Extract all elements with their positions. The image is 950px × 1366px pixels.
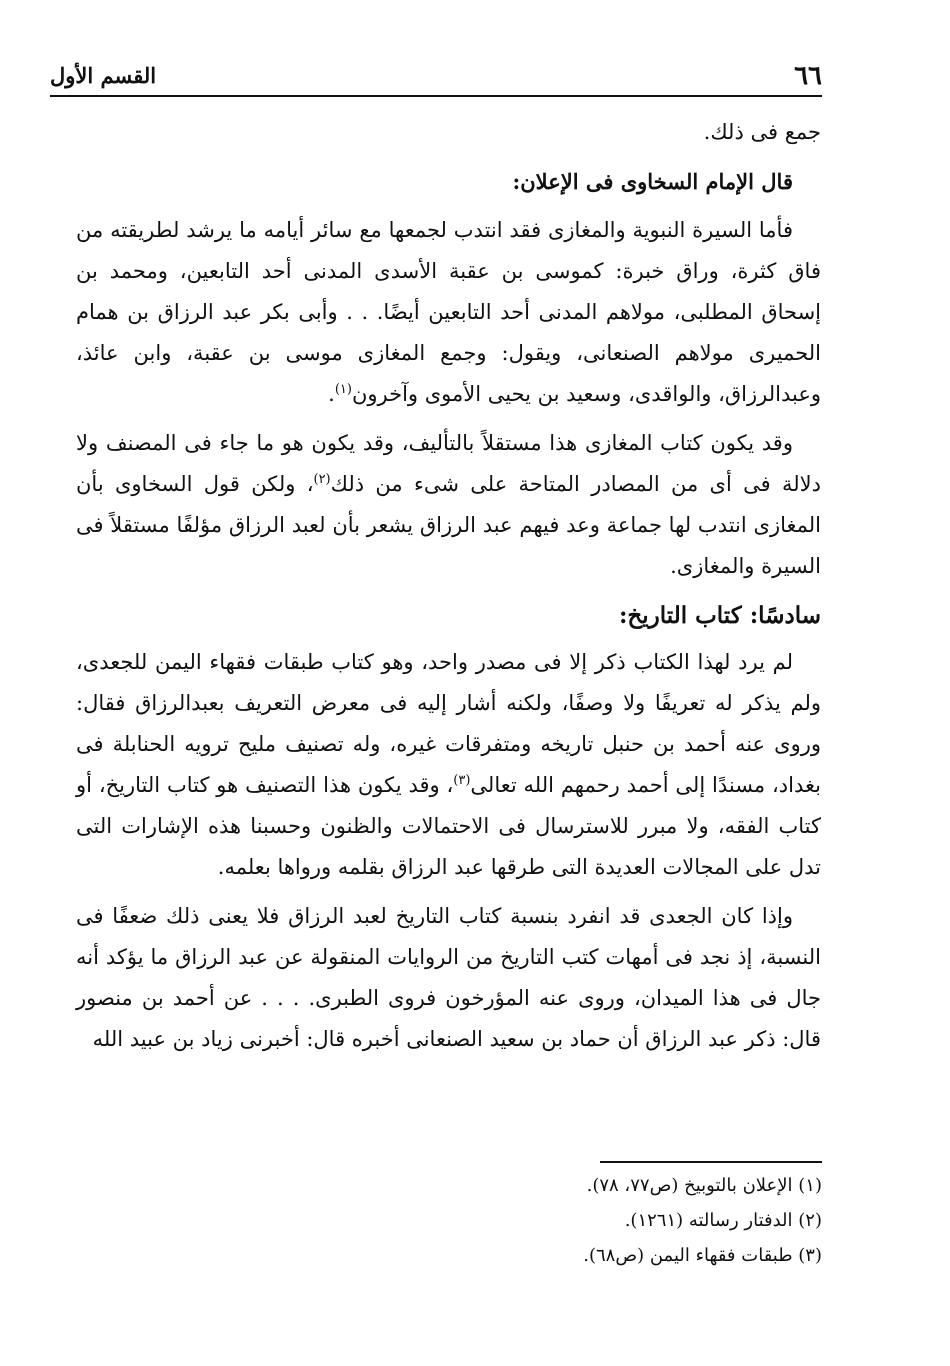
paragraph-attribution: وإذا كان الجعدى قد انفرد بنسبة كتاب التاريخ لعبد الرزاق فلا يعنى ذلك ضعفًا فى النسبة، إذ نجد فى أمهات كتب التاريخ من الروايات المنقولة عن عبد الرزاق ما يؤكد أنه جال فى هذا الميدان، وروى عنه المؤرخون فروى الطبرى. . . . عن أحمد بن منصور قال: ذكر عبد الرزاق أن حماد بن سعيد الصنعانى أخبره قال: أخبرنى زياد بن عبيد الله xyxy=(76,904,821,1051)
page-number: ٦٦ xyxy=(794,61,822,91)
paragraph-text: وقد يكون كتاب المغازى هذا مستقلاً بالتأليف، وقد يكون هو ما جاء فى المصنف ولا دلالة فى أى من المصادر المتاحة على شىء من ذلك xyxy=(76,431,821,496)
paragraph-history-book xyxy=(76,642,821,888)
paragraph-text: لم يرد لهذا الكتاب ذكر إلا فى مصدر واحد، وهو كتاب طبقات فقهاء اليمن للجعدى، ولم يذكر له تعريفًا ولا وصفًا، ولكنه أشار إليه فى معرض التعريف بعبدالرزاق فقال: وروى عنه أحمد بن حنبل تاريخه ومتفرقات غيره، وله تصنيف مليح ترويه الحنابلة فى بغداد، مسندًا إلى أحمد رحمهم الله تعالى xyxy=(76,650,821,797)
paragraph-quote xyxy=(76,210,821,415)
paragraph-text: ، ولكن قول السخاوى بأن المغازى انتدب لها جماعة وعد فيهم عبد الرزاق يشعر بأن لعبد الرزاق مؤلفًا مستقلاً فى السيرة والمغازى. xyxy=(76,472,821,578)
header-divider xyxy=(50,95,822,97)
page-header xyxy=(50,56,822,92)
footnote-2: (٢) الدفتار رسالته (١٢٦١). xyxy=(624,1210,822,1231)
footnote-divider xyxy=(600,1161,822,1163)
paragraph-continuation: جمع فى ذلك. xyxy=(703,120,821,144)
paragraph-text: . xyxy=(328,382,335,406)
footnote-ref-2: (٢) xyxy=(313,472,331,487)
footnote-ref-3: (٣) xyxy=(453,773,471,788)
paragraph-text: فأما السيرة النبوية والمغازى فقد انتدب لجمعها مع سائر أيامه ما يرشد لطريقته من فاق كثرة، وراق خبرة: كموسى بن عقبة الأسدى المدنى أحد التابعين، ومحمد بن إسحاق المطلبى، مولاهم المدنى أحد التابعين أيضًا. . . وأبى بكر عبد الرزاق بن همام الحميرى مولاهم الصنعانى، ويقول: وجمع المغازى موسى بن عقبة، وابن عائذ، وعبدالرزاق، والواقدى، وسعيد بن يحيى الأموى وآخرون xyxy=(76,218,821,406)
footnote-3: (٣) طبقات فقهاء اليمن (ص٦٨). xyxy=(583,1245,822,1266)
paragraph-text: ، وقد يكون هذا التصنيف هو كتاب التاريخ، أو كتاب الفقه، ولا مبرر للاسترسال فى الاحتمالات والظنون وحسبنا هذه الإشارات التى تدل على المجالات العديدة التى طرقها عبد الرزاق بقلمه ورواها بعلمه. xyxy=(76,773,821,879)
main-text xyxy=(76,112,821,1068)
footnote-ref-1: (١) xyxy=(334,382,352,397)
footnotes xyxy=(300,1168,822,1273)
paragraph-maghazi xyxy=(76,423,821,587)
section-heading: سادسًا: كتاب التاريخ: xyxy=(618,602,821,629)
paragraph-quote-intro: قال الإمام السخاوى فى الإعلان: xyxy=(512,169,793,194)
running-section-title: القسم الأول xyxy=(50,63,157,88)
footnote-1: (١) الإعلان بالتوبيخ (ص٧٧، ٧٨). xyxy=(586,1175,822,1196)
